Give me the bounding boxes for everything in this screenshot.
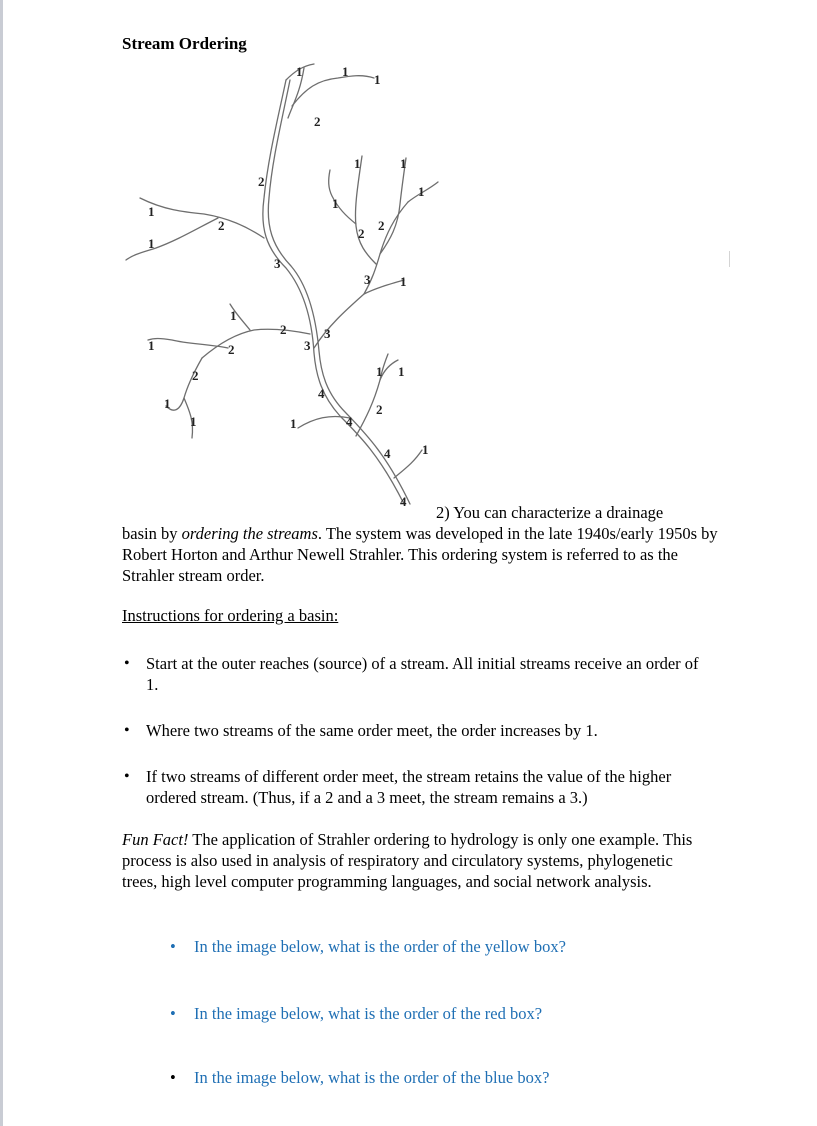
order-label: 1 [400, 274, 407, 289]
order-label: 1 [164, 396, 171, 411]
order-label: 2 [258, 174, 265, 189]
bullet-glyph: • [170, 1068, 176, 1087]
question-blue-box: In the image below, what is the order of the blue box? [194, 1068, 550, 1087]
stream-left-lower [202, 329, 310, 358]
stream-left-lower-4 [166, 358, 202, 410]
page-title: Stream Ordering [122, 34, 247, 53]
order-label: 2 [314, 114, 321, 129]
order-label: 4 [400, 494, 407, 509]
instructions-list [122, 653, 712, 808]
list-item-text: If two streams of different order meet, the stream retains the value of the higher ordered stream. (Thus, if a 2 and a 3 meet, the stream remains a 3.) [146, 767, 672, 807]
list-item [122, 720, 712, 741]
stream-order-diagram [118, 58, 448, 518]
order-label: 4 [346, 414, 353, 429]
order-label: 2 [228, 342, 235, 357]
intro-rest: . The system was developed in the late 1940s/early 1950s by Robert Horton and Arthur Newell Strahler. This ordering system is referred to as the Strahler stream order. [122, 524, 718, 585]
order-label: 1 [296, 64, 303, 79]
stream-trunk-left [263, 80, 404, 504]
list-item-text: Where two streams of the same order meet, the order increases by 1. [146, 721, 598, 740]
order-label: 1 [148, 204, 155, 219]
intro-paragraph [122, 523, 722, 586]
question-yellow-box: In the image below, what is the order of the yellow box? [194, 937, 566, 956]
order-label: 1 [374, 72, 381, 87]
stream-top-b [292, 76, 374, 106]
order-label: 1 [422, 442, 429, 457]
list-item [122, 653, 712, 695]
order-label: 1 [418, 184, 425, 199]
stream-trunk-right [268, 80, 410, 504]
bullet-glyph: • [170, 937, 176, 956]
stream-lower-right-1 [356, 354, 388, 436]
bullet-glyph: • [170, 1004, 176, 1023]
stream-left-lower-3 [148, 339, 228, 349]
order-label: 2 [378, 218, 385, 233]
order-label: 4 [384, 446, 391, 461]
bullet-glyph: • [124, 655, 130, 672]
stream-right-b2 [380, 158, 406, 254]
order-label: 1 [148, 236, 155, 251]
order-label: 1 [190, 414, 197, 429]
order-label: 1 [230, 308, 237, 323]
order-label: 2 [376, 402, 383, 417]
list-item [122, 766, 712, 808]
order-label: 2 [358, 226, 365, 241]
order-label: 1 [290, 416, 297, 431]
order-label: 1 [398, 364, 405, 379]
order-label: 2 [192, 368, 199, 383]
order-label: 1 [354, 156, 361, 171]
instructions-heading: Instructions for ordering a basin: [122, 606, 339, 625]
order-label: 1 [400, 156, 407, 171]
order-label: 3 [304, 338, 311, 353]
stream-lower-right-4 [394, 450, 422, 478]
bullet-glyph: • [124, 768, 130, 785]
stream-left-upper [140, 198, 264, 238]
fun-fact-paragraph [122, 829, 712, 892]
intro-lead: 2) You can characterize a drainage [436, 503, 664, 522]
order-label: 3 [324, 326, 331, 341]
order-label: 4 [318, 386, 325, 401]
order-label: 1 [376, 364, 383, 379]
order-label: 3 [274, 256, 281, 271]
order-label: 3 [364, 272, 371, 287]
intro-italic: ordering the streams [181, 524, 318, 543]
stream-right-b1 [355, 156, 376, 264]
text-cursor [729, 251, 730, 267]
fun-fact-label: Fun Fact! [122, 830, 189, 849]
list-item-text: Start at the outer reaches (source) of a stream. All initial streams receive an order of 1. [146, 654, 699, 694]
order-label: 1 [148, 338, 155, 353]
question-red-box: In the image below, what is the order of the red box? [194, 1004, 543, 1023]
order-label: 1 [332, 196, 339, 211]
intro-pre: basin by [122, 524, 182, 543]
stream-left-upper-2 [126, 218, 218, 260]
bullet-glyph: • [124, 722, 130, 739]
order-label: 2 [280, 322, 287, 337]
order-label: 1 [342, 64, 349, 79]
order-label: 2 [218, 218, 225, 233]
fun-fact-text: The application of Strahler ordering to hydrology is only one example. This process is also used in analysis of respiratory and circulatory systems, phylogenetic trees, high level computer programming languages, and social network analysis. [122, 830, 693, 891]
